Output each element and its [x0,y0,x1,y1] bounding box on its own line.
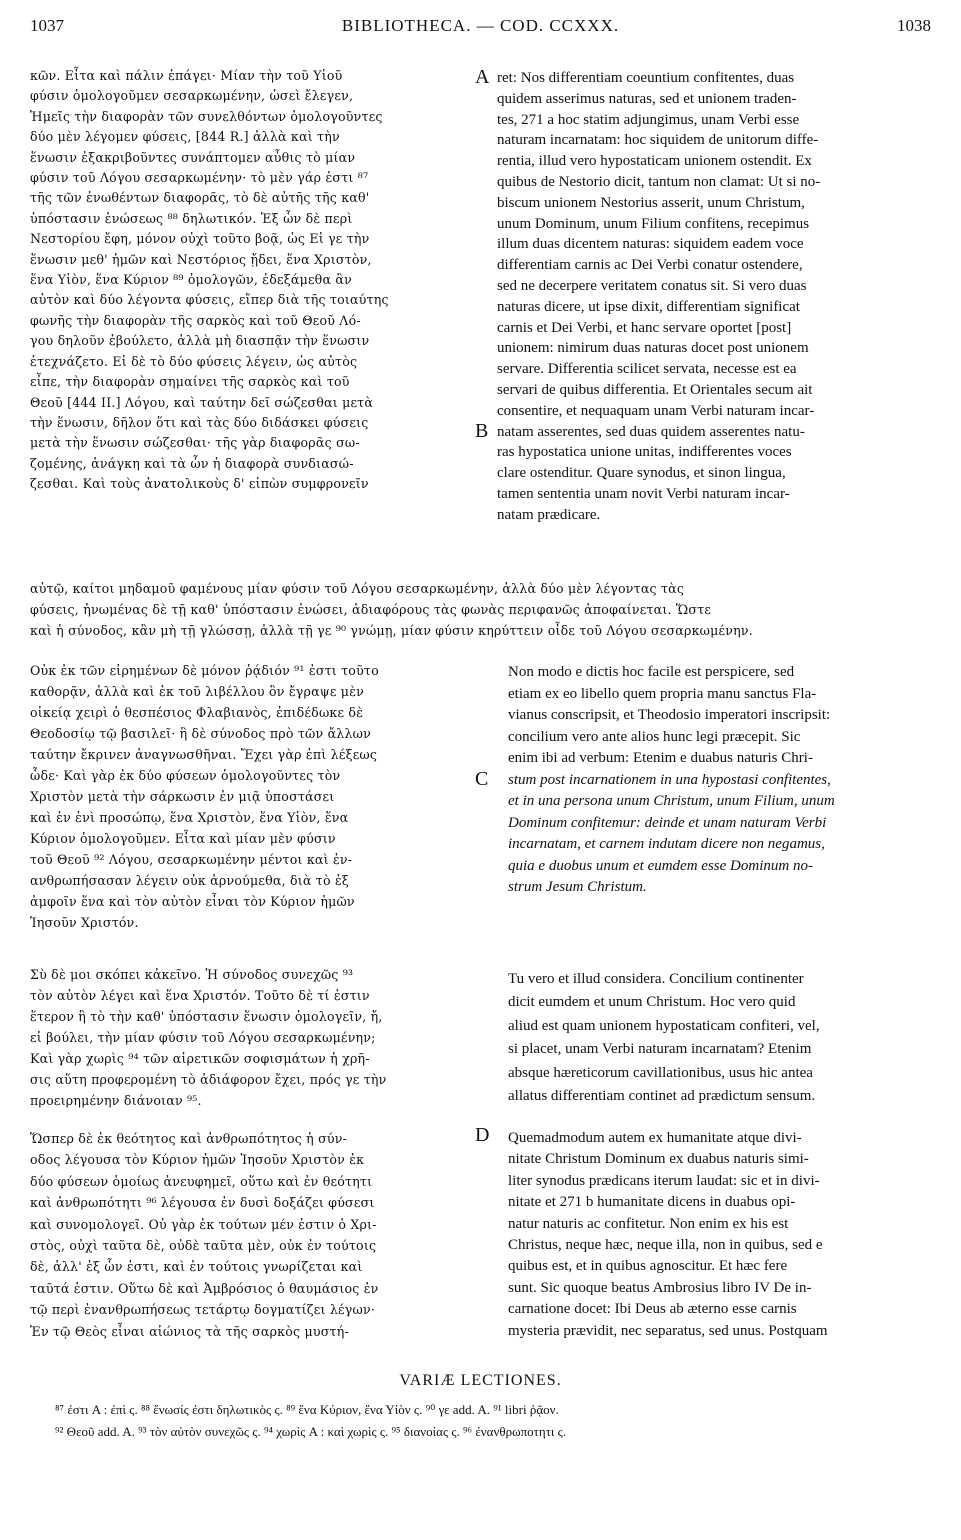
margin-letter-d: D [475,1124,490,1146]
text-line: quibus est, et in quibus agnoscitur. Et hæc fere [508,1258,788,1275]
text-line: tamen sententia unam novit Verbi naturam incar- [497,485,790,502]
text-line: nitate Christum Dominum ex duabus naturis simi- [508,1151,809,1168]
text-line: μετὰ τὴν ἕνωσιν σώζεσθαι· τῆς γὰρ διαφορᾶς σω- [30,435,360,451]
text-line: ὑπόστασιν ἑνώσεως ⁸⁸ δηλωτικόν. Ἐξ ὧν δὲ περὶ [30,210,353,226]
text-line: Dominum confitemur: deinde et unam naturam Verbi [508,814,827,831]
text-line: sed ne decerpere veritatem conatus sit. Si vero duas [497,277,807,294]
text-line: Νεστορίου ἔφη, μόνον οὐχὶ τοῦτο βοᾷ, ὡς Εἰ γε τὴν [30,231,370,247]
text-line: carnis et Dei Verbi, et hanc servare oportet [post] [497,319,792,336]
text-line: ret: Nos differentiam coeuntium confitentes, duas [497,70,795,86]
text-line: etiam ex eo libello quem propria manu sanctus Fla- [508,685,817,702]
text-line: ζεσθαι. Καὶ τοὺς ἀνατολικοὺς δ' εἰπὼν συμφρονεῖν [30,476,369,492]
text-line: ὧδε· Καὶ γὰρ ἐκ δύο φύσεων ὁμολογοῦντες τὸν [30,768,341,783]
text-line: incarnatam, et carnem indutam dicere non negamus, [508,836,825,852]
text-line: ἕνα Υἱὸν, ἕνα Κύριον ⁸⁹ ὁμολογῶν, ἐδεξάμεθα ἂν [30,272,352,288]
text-line: ἕνωσιν μεθ' ἡμῶν καὶ Νεστόριος ᾔδει, ἕνα Χριστὸν, [30,251,372,267]
text-line: carnatione docet: Ibi Deus ab æterno esse carnis [508,1301,797,1318]
variae-line-2: ⁹² Θεοῦ add. A. ⁹³ τὸν αὐτὸν συνεχῶς ς. ⁹⁴ χωρὶς A : καὶ χωρὶς ς. ⁹⁵ διανοίας ς. ⁹⁶ ἐνανθρωποτητι ς. [55,1424,567,1439]
text-line: δὲ, ἀλλ' ἐξ ὧν ἐστι, καὶ ἐν τούτοις γνωρίζεται καὶ [30,1259,363,1275]
text-line: unum Dominum, unum Filium confitens, recepimus [497,215,810,232]
margin-letter-c: C [475,768,489,790]
text-line: τῷ περὶ ἐνανθρωπήσεως τετάρτῳ δογματίζει λέγων· [30,1302,376,1318]
text-line: quibus de Nestorio dicit, tantum non clamat: Ut si no- [497,173,821,190]
text-line: καὶ συνομολογεῖ. Οὐ γὰρ ἐκ τούτων μέν ἐστιν ὁ Χρι- [30,1216,377,1232]
text-line: φύσιν τοῦ Λόγου σεσαρκωμένην· τὸ μὲν γάρ ἐστι ⁸⁷ [30,170,369,186]
greek-column-section-4 [30,1128,470,1342]
text-line: Κύριον ὁμολογοῦμεν. Εἶτα καὶ μίαν μὲν φύσιν [30,831,336,846]
text-line: σις αὕτη προφερομένη τὸ ἀδιάφορον ἔχει, πρός γε τὴν [30,1072,387,1087]
text-line: et in una persona unum Christum, unum Filium, unum [508,793,835,809]
text-line: καὶ ἐν ἑνὶ προσώπῳ, ἕνα Χριστὸν, ἕνα Υἱὸν, ἕνα [30,810,349,825]
text-line: καὶ ἀνθρωπότητι ⁹⁶ λέγουσα ἐν δυσὶ δοξάζει φύσεσι [30,1195,375,1211]
text-line: nitate et 271 b humanitate dicens in duabus opi- [508,1194,796,1211]
text-line: absque hæreticorum cavillationibus, usus hic antea [508,1064,813,1081]
text-line: γου δηλοῦν ἐβούλετο, ἀλλὰ μὴ διασπᾷν τὴν ἕνωσιν [30,333,370,349]
text-line: καθορᾷν, ἀλλὰ καὶ ἐκ τοῦ λιβέλλου ὃν ἔγραψε μὲν [30,684,365,699]
text-line: Ὥσπερ δὲ ἐκ θεότητος καὶ ἀνθρωπότητος ἡ σύν- [30,1131,348,1146]
text-line: ταῦτά ἐστιν. Οὕτω δὲ καὶ Ἀμβρόσιος ὁ θαυμάσιος ἐν [30,1280,379,1296]
greek-column-section-3 [30,964,470,1111]
text-line: quidem asserimus naturas, sed et unionem traden- [497,90,797,107]
text-line: στὸς, οὐχὶ ταῦτα δὲ, οὐδὲ ταῦτα μὲν, οὐκ ἐν τούτοις [30,1238,377,1254]
text-line: Quemadmodum autem ex humanitate atque divi- [508,1130,802,1146]
running-header [30,10,931,38]
text-line: strum Jesum Christum. [508,879,647,895]
text-line: καὶ ἡ σύνοδος, κἂν μὴ τῇ γλώσσῃ, ἀλλὰ τῇ γε ⁹⁰ γνώμῃ, μίαν φύσιν κηρύττειν οἶδε τοῦ Λόγου σεσαρκωμένην. [30,623,753,638]
text-line: aliud est quam unionem hypostaticam confiteri, vel, [508,1017,820,1034]
text-line: biscum unionem Nestorius asserit, unum Christum, [497,194,805,211]
text-line: natur naturis ac confitetur. Non enim ex his est [508,1215,789,1232]
text-line: unionem: nimirum duas naturas docet post unionem [497,340,809,357]
text-line: ταύτην ἔκρινεν ἀναγνωσθῆναι. Ἔχει γὰρ ἐπὶ λέξεως [30,747,378,762]
text-line: Θεοδοσίῳ τῷ βασιλεῖ· ἣ δὲ σύνοδος πρὸ τῶν ἄλλων [30,726,371,741]
text-line: concilium vero ante alios hunc legi præcepit. Sic [508,728,801,745]
text-line: ἀμφοῖν ἕνα καὶ τὸν αὐτὸν εἶναι τὸν Κύριον ἡμῶν [30,894,355,909]
text-line: αὐτῷ, καίτοι μηδαμοῦ φαμένους μίαν φύσιν τοῦ Λόγου σεσαρκωμένην, ἀλλὰ δύο μὲν λέγοντας τὰς [30,581,685,596]
text-line: ζομένης, ἀνάγκη καὶ τὰ ὧν ἡ διαφορὰ συνδιασώ- [30,455,354,471]
text-line: Christus, neque hæc, neque illa, non in quibus, sed e [508,1237,823,1254]
text-line: consentire, et nequaquam unam Verbi naturam incar- [497,402,815,419]
text-line: Non modo e dictis hoc facile est perspicere, sed [508,664,795,680]
text-line: φωνῆς τὴν διαφορὰν τῆς σαρκὸς καὶ τοῦ Θεοῦ Λό- [30,312,361,328]
margin-letter-b: B [475,420,489,442]
text-line: Ἐν τῷ Θεὸς εἶναι αἰώνιος τὰ τῆς σαρκὸς μυστή- [30,1323,349,1339]
latin-column-section-4 [508,1128,928,1342]
text-line: εἶπε, τὴν διαφορὰν σημαίνει τῆς σαρκὸς καὶ τοῦ [30,374,350,390]
text-line: εἰ βούλει, τὴν μίαν φύσιν τοῦ Λόγου σεσαρκωμένην; [30,1030,376,1045]
text-line: illum duas dicentem naturas: siquidem eadem voce [497,236,804,253]
latin-column-section-1 [497,68,927,526]
text-line: tes, 271 a hoc statim adjungimus, unam Verbi esse [497,111,800,128]
margin-letter-a: A [475,66,490,88]
page-number-left: 1037 [30,16,64,35]
text-line: τῆς τῶν ἐνωθέντων διαφορᾶς, τὸ δὲ αὐτῆς τῆς καθ' [30,190,370,206]
text-line: ras hypostatica unione unitas, indifferentes voces [497,444,792,461]
text-line: Tu vero et illud considera. Concilium continenter [508,971,804,987]
greek-column-section-1 [30,66,470,495]
text-line: si placet, unam Verbi naturam incarnatam? Etenim [508,1041,812,1058]
text-line: Ἡμεῖς τὴν διαφορὰν τῶν συνελθόντων ὁμολογοῦντες [30,108,383,124]
text-line: αὐτὸν καὶ δύο λέγοντα φύσεις, εἴπερ διὰ τῆς τοιαύτης [30,292,389,308]
variae-lectiones-heading: VARIÆ LECTIONES. [399,1372,562,1389]
text-line: ἕνωσιν ἐξακριβοῦντες συνάπτομεν αὖθις τὸ μίαν [30,149,356,165]
text-line: naturas dicere, ut ipse dixit, differentiam significat [497,298,800,315]
text-line: Θεοῦ [444 II.] Λόγου, καὶ ταύτην δεῖ σώζεσθαι μετὰ [30,394,374,410]
text-line: stum post incarnationem in una hypostasi confitentes, [508,771,831,788]
text-line: Οὐκ ἐκ τῶν εἰρημένων δὲ μόνον ῥᾴδιόν ⁹¹ ἐστι τοῦτο [30,663,379,678]
text-line: natam asserentes, sed duas quidem asserentes natu- [497,423,805,440]
variae-line-1: ⁸⁷ ἐστι A : ἐπὶ ς. ⁸⁸ ἕνωσίς ἐστι δηλωτικὸς ς. ⁸⁹ ἕνα Κύριον, ἕνα Υἱὸν ς. ⁹⁰ γε add. A. ⁹¹ libri ῥᾷον. [55,1402,559,1417]
text-line: natam prædicare. [497,506,601,523]
text-line: servari de quibus differentia. Et Orientales secum ait [497,381,813,398]
text-line: οδος λέγουσα τὸν Κύριον ἡμῶν Ἰησοῦν Χριστὸν ἐκ [30,1152,365,1168]
text-line: Σὺ δὲ μοι σκόπει κἀκεῖνο. Ἡ σύνοδος συνεχῶς ⁹³ [30,967,354,982]
page-number-right: 1038 [897,16,931,35]
text-line: φύσιν ὁμολογοῦμεν σεσαρκωμένην, ὡσεὶ ἔλεγεν, [30,88,354,104]
text-line: quia e duobus unum et eumdem esse Dominum no- [508,857,813,874]
text-line: enim ibi ad verbum: Etenim e duabus naturis Chri- [508,750,813,766]
text-line: ἕτερον ἢ τὸ τὴν καθ' ὑπόστασιν ἕνωσιν ὁμολογεῖν, ἤ, [30,1009,383,1024]
text-line: rentia, illud vero hypostaticam unionem ostendit. Ex [497,153,812,170]
full-width-greek-continuation [30,578,930,641]
text-line: sunt. Sic quoque beatus Ambrosius libro IV De in- [508,1279,812,1296]
text-line: κῶν. Εἶτα καὶ πάλιν ἐπάγει· Μίαν τὴν τοῦ Υἱοῦ [30,68,343,83]
greek-column-section-2 [30,660,470,933]
text-line: allatus differentiam continet ad prædictum sensum. [508,1088,816,1105]
text-line: liter synodus prædicans iterum laudat: sic et in divi- [508,1172,820,1189]
text-line: φύσεις, ἡνωμένας δὲ τῇ καθ' ὑπόστασιν ἑνώσει, ἀδιαφόρους τὰς φωνὰς περιφανῶς ἀποφαίνεται. Ὥστε [30,602,712,617]
text-line: προειρημένην διάνοιαν ⁹⁵. [30,1093,202,1108]
text-line: Χριστὸν μετὰ τὴν σάρκωσιν ἐν μιᾷ ὑποστάσει [30,789,335,804]
text-line: τὸν αὐτὸν λέγει καὶ ἕνα Χριστόν. Τοῦτο δὲ τί ἐστιν [30,988,370,1003]
text-line: clare ostenditur. Quare synodus, et sinon lingua, [497,465,786,482]
text-line: mysteria prævidit, nec separatus, sed unus. Postquam [508,1322,828,1339]
text-line: servare. Differentia scilicet servata, necesse est ea [497,361,797,378]
latin-column-section-2 [508,662,928,899]
text-line: dicit eumdem et unum Christum. Hoc vero quid [508,994,796,1011]
text-line: δύο φύσεων ὁμοίως ἀνευφημεῖ, οὕτω καὶ ἐν θεότητι [30,1173,373,1189]
text-line: δύο μὲν λέγομεν φύσεις, [844 R.] ἀλλὰ καὶ τὴν [30,129,340,145]
running-title: BIBLIOTHECA. — COD. CCXXX. [341,16,620,35]
text-line: naturam incarnatam: hoc siquidem de unitorum diffe- [497,132,819,149]
text-line: Ἰησοῦν Χριστόν. [30,915,139,930]
text-line: ανθρωπήσασαν λέγειν οὐκ ἀρνούμεθα, διὰ τὸ ἐξ [30,873,350,888]
text-line: οἰκείᾳ χειρὶ ὁ θεσπέσιος Φλαβιανὸς, ἐπιδέδωκε δὲ [30,705,364,720]
text-line: vianus conscripsit, et Theodosio imperatori inscripsit: [508,707,831,723]
latin-column-section-3 [508,968,928,1108]
text-line: differentiam carnis ac Dei Verbi conatur ostendere, [497,257,803,274]
text-line: ἐτεχνάζετο. Εἰ δὲ τὸ δύο φύσεις λέγειν, ὡς αὐτὸς [30,353,358,369]
text-line: τοῦ Θεοῦ ⁹² Λόγου, σεσαρκωμένην μέντοι καὶ ἐν- [30,852,353,867]
text-line: τὴν ἕνωσιν, δῆλον ὅτι καὶ τὰς δύο διδάσκει φύσεις [30,414,369,430]
text-line: Καὶ γὰρ χωρὶς ⁹⁴ τῶν αἱρετικῶν σοφισμάτων ἡ χρῆ- [30,1051,370,1066]
